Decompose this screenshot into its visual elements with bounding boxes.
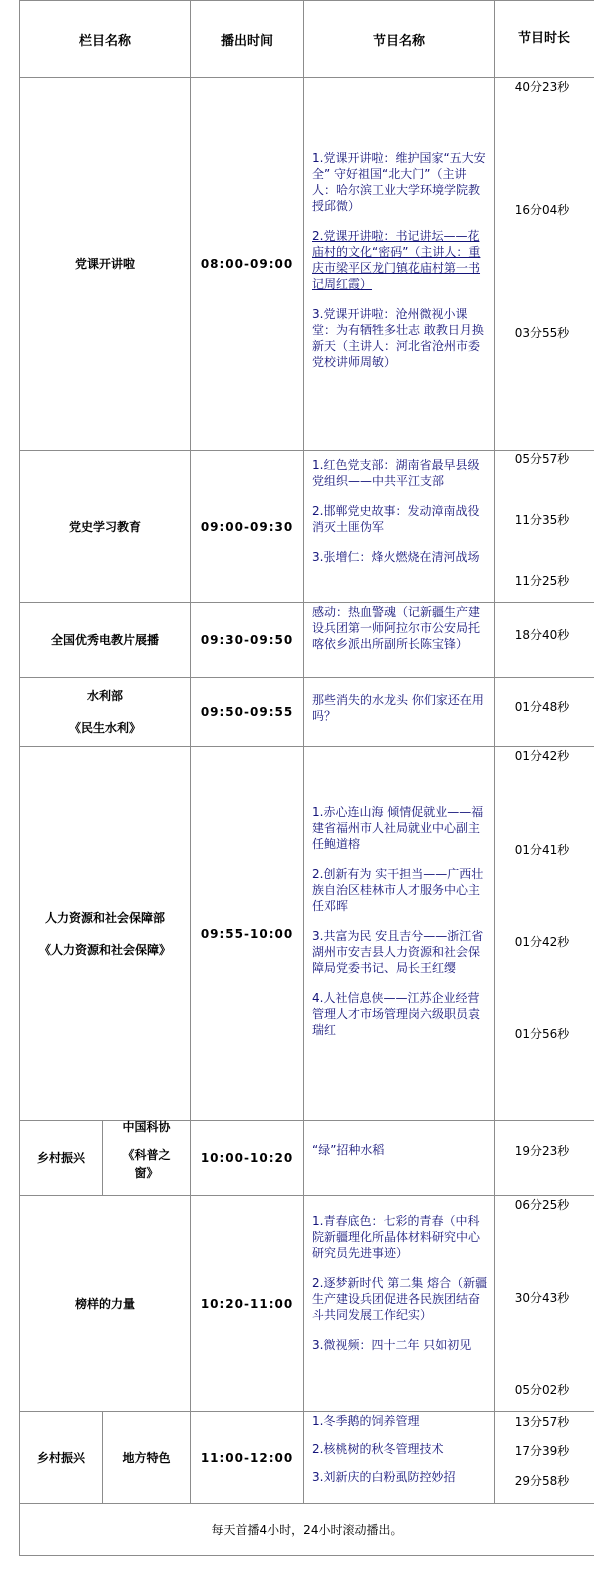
row-1-column-name: [20, 78, 190, 450]
duration-item: 05分57秒: [514, 452, 570, 466]
grid-line: [303, 0, 304, 1503]
row-2-time: 09:00-09:30: [200, 519, 294, 534]
duration-item: 03分55秒: [514, 326, 570, 340]
duration-item: 06分25秒: [514, 1198, 570, 1212]
row-1-programs: [312, 150, 490, 384]
row-1-name: 党课开讲啦: [74, 257, 135, 271]
duration-item: 11分25秒: [514, 574, 570, 588]
row-5-name-line2: 《人力资源和社会保障》: [38, 942, 171, 957]
row-4-air-time: [191, 678, 303, 746]
footer-text: 每天首播4小时，24小时滚动播出。: [211, 1523, 403, 1537]
row-6-time: 10:00-10:20: [200, 1151, 294, 1165]
row-8-column-name: [20, 1412, 102, 1503]
duration-item: 13分57秒: [514, 1415, 570, 1429]
duration-item: 01分56秒: [514, 1027, 570, 1041]
row-2-column-name: [20, 451, 190, 602]
row-7-name: 榜样的力量: [74, 1296, 135, 1311]
row-8-time: 11:00-12:00: [200, 1450, 294, 1465]
program-item: 1.红色党支部：湖南省最早县级党组织——中共平江支部: [312, 458, 480, 488]
program-item: 2.核桃树的秋冬管理技术: [312, 1442, 444, 1456]
row-4-name-line1: 水利部: [86, 689, 123, 703]
row-5-time: 09:55-10:00: [200, 926, 294, 941]
row-4-name-line2: 《民生水利》: [68, 721, 141, 735]
header-duration: [500, 1, 588, 77]
duration-item: 01分42秒: [514, 935, 570, 949]
row-7-time: 10:20-11:00: [200, 1296, 294, 1311]
row-8-programs: [312, 1413, 490, 1499]
duration-item: 05分02秒: [514, 1383, 570, 1397]
program-item: “绿”招种水稻: [312, 1143, 385, 1157]
program-item: 2.创新有为 实干担当——广西壮族自治区桂林市人才服务中心主任邓晖: [312, 867, 484, 913]
row-2-air-time: [191, 451, 303, 602]
row-4-programs: [312, 692, 490, 738]
program-item: 3.党课开讲啦：沧州微视小课堂：为有牺牲多壮志 敢教日月换新天（主讲人：河北省沧州市委党校讲师周敏）: [312, 307, 484, 369]
duration-item: 01分42秒: [514, 749, 570, 763]
duration-item: 16分04秒: [514, 203, 570, 217]
row-5-programs: [312, 804, 490, 1052]
duration-item: 01分41秒: [514, 843, 570, 857]
program-item: 感动：热血警魂（记新疆生产建设兵团第一师阿拉尔市公安局托喀依乡派出所副所长陈宝锋）: [312, 605, 481, 651]
header-air-time-label: 播出时间: [220, 33, 273, 49]
program-item: 1.冬季鹅的饲养管理: [312, 1414, 420, 1428]
row-6-name: 乡村振兴: [36, 1151, 85, 1165]
row-7-programs: [312, 1213, 490, 1367]
header-column-name-label: 栏目名称: [78, 33, 131, 49]
program-item: 3.张增仁：烽火燃烧在清河战场: [312, 550, 480, 564]
duration-item: 19分23秒: [514, 1144, 570, 1158]
program-item: 1.党课开讲啦：维护国家“五大安全” 守好祖国“北大门”（主讲人：哈尔滨工业大学环境学院教授邱微）: [312, 151, 486, 213]
row-5-column-name: [20, 747, 190, 1120]
program-item: 3.刘新庆的白粉虱防控妙招: [312, 1470, 456, 1484]
program-item: 3.微视频：四十二年 只如初见: [312, 1338, 472, 1352]
program-item: 1.赤心连山海 倾情促就业——福建省福州市人社局就业中心副主任鲍道榕: [312, 805, 484, 851]
row-6-sub-line1: 中国科协: [122, 1120, 171, 1134]
program-item: 那些消失的水龙头 你们家还在用吗？: [312, 693, 484, 723]
program-item: 3.共富为民 安且吉兮——浙江省湖州市安吉县人力资源和社会保障局党委书记、局长王红缨: [312, 929, 484, 975]
program-item: 2.逐梦新时代 第二集 熔合（新疆生产建设兵团促进各民族团结奋斗共同发展工作纪实）: [312, 1276, 488, 1322]
footer-note: [20, 1504, 594, 1555]
duration-item: 18分40秒: [514, 628, 570, 642]
row-5-name-line1: 人力资源和社会保障部: [44, 910, 165, 925]
row-6-sub-line2: 《科普之窗》: [122, 1148, 171, 1180]
header-column-name: [20, 1, 190, 77]
row-3-name: 全国优秀电教片展播: [50, 633, 159, 647]
grid-line: [494, 0, 495, 1503]
row-8-sub: 地方特色: [122, 1450, 171, 1465]
row-6-sub-column: [103, 1110, 190, 1195]
row-5-air-time: [191, 747, 303, 1120]
row-3-column-name: [20, 603, 190, 677]
header-air-time: [191, 1, 303, 77]
row-6-air-time: [191, 1121, 303, 1195]
duration-item: 40分23秒: [514, 80, 570, 94]
row-2-programs: [312, 457, 490, 579]
header-program-name-label: 节目名称: [372, 33, 425, 49]
row-3-programs: [312, 604, 490, 666]
program-item: 2.党课开讲啦：书记讲坛——花庙村的文化“密码”（主讲人：重庆市梁平区龙门镇花庙村第一书记周红霞）: [312, 229, 481, 291]
row-7-air-time: [191, 1196, 303, 1411]
row-1-air-time: [191, 78, 303, 450]
duration-item: 17分39秒: [514, 1444, 570, 1458]
row-8-name: 乡村振兴: [36, 1450, 85, 1465]
row-3-air-time: [191, 603, 303, 677]
row-8-air-time: [191, 1412, 303, 1503]
duration-item: 30分43秒: [514, 1291, 570, 1305]
duration-item: 11分35秒: [514, 513, 570, 527]
row-4-time: 09:50-09:55: [200, 705, 294, 719]
duration-item: 29分58秒: [514, 1474, 570, 1488]
header-program-name: [304, 1, 494, 77]
program-item: 2.邯郸党史故事：发动漳南战役消灭土匪伪军: [312, 504, 480, 534]
row-3-time: 09:30-09:50: [200, 633, 294, 647]
row-6-column-name: [20, 1121, 102, 1195]
grid-line: [19, 1555, 594, 1556]
row-2-name: 党史学习教育: [68, 519, 141, 534]
duration-item: 01分48秒: [514, 700, 570, 714]
row-7-column-name: [20, 1196, 190, 1411]
row-8-sub-column: [103, 1412, 190, 1503]
row-4-column-name: [20, 678, 190, 746]
row-1-time: 08:00-09:00: [200, 257, 294, 271]
program-item: 4.人社信息侠——江苏企业经营管理人才市场管理岗六级职员袁瑞红: [312, 991, 481, 1037]
program-item: 1.青春底色：七彩的青春（中科院新疆理化所晶体材料研究中心研究员先进事迹）: [312, 1214, 481, 1260]
row-6-programs: [312, 1142, 490, 1172]
header-duration-label: 节目时长: [517, 31, 570, 46]
